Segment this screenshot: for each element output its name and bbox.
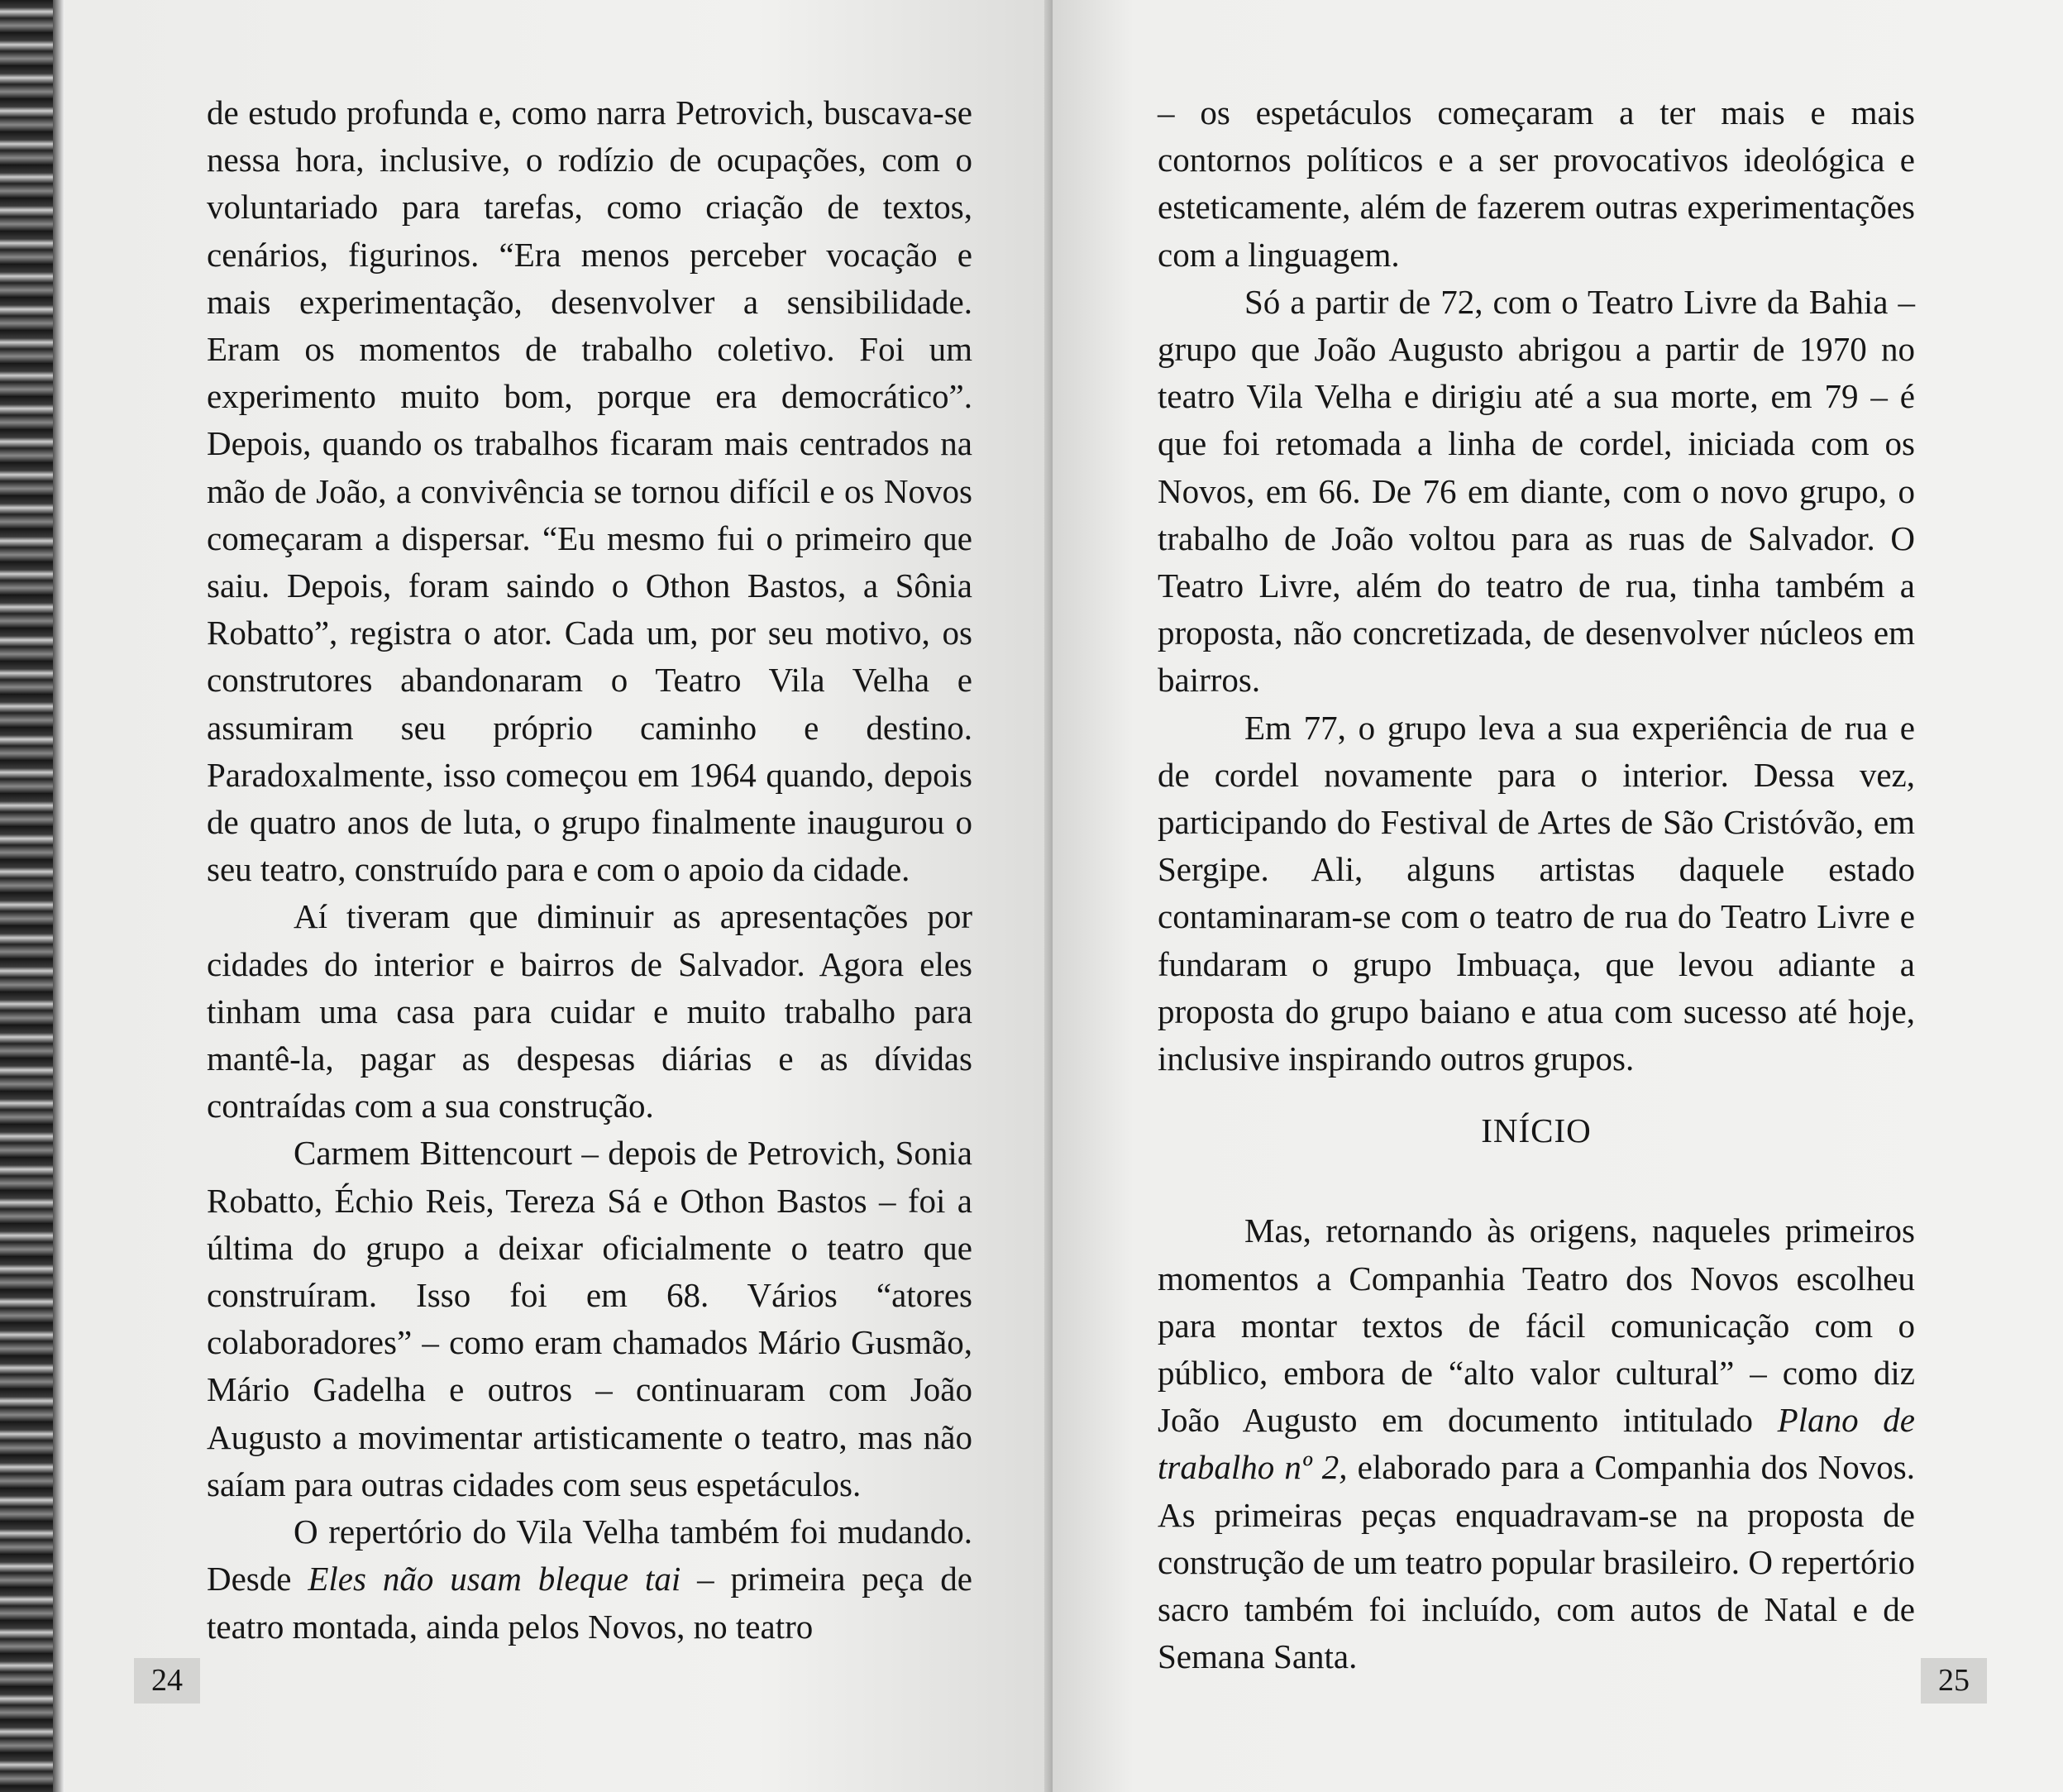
paragraph: Só a partir de 72, com o Teatro Livre da Bahia – grupo que João Augusto abrigou a partir de 1970 no teatro Vila Velha e dirigiu até a sua morte, em 79 – é que foi retomada a linha de cordel, iniciada com os Novos, em 66. De 76 em diante, com o novo grupo, o trabalho de João voltou para as ruas de Salvador. O Teatro Livre, além do teatro de rua, tinha também a proposta, não concretizada, de desenvolver núcleos em bairros. bbox=[1158, 282, 1915, 700]
right-page bbox=[1053, 0, 2063, 1792]
right-page-text bbox=[1158, 89, 1915, 1681]
document-title: Plano de trabalho nº 2, bbox=[1158, 1401, 1915, 1487]
page-number: 25 bbox=[1921, 1658, 1987, 1704]
paragraph: Carmem Bittencourt – depois de Petrovich, Sonia Robatto, Échio Reis, Tereza Sá e Othon Bastos – foi a última do grupo a deixar oficialmente o teatro que construíram. Isso foi em 68. Vários “atores colaboradores” – como eram chamados Mário Gusmão, Mário Gadelha e outros – continuaram com João Augusto a movimentar artisticamente o teatro, mas não saíam para outras cidades com seus espetáculos. bbox=[207, 1134, 972, 1503]
paragraph-text: O repertório do Vila Velha também foi mudando. Desde bbox=[207, 1512, 972, 1598]
left-page bbox=[64, 0, 1053, 1792]
binding-edge bbox=[0, 0, 64, 1792]
paragraph-text: elaborado para a Companhia dos Novos. As primeiras peças enquadravam-se na proposta de construção de um teatro popular brasileiro. O repertório sacro também foi incluído, com autos de Natal e de Semana Santa. bbox=[1158, 1448, 1915, 1676]
paragraph: Em 77, o grupo leva a sua experiência de rua e de cordel novamente para o interior. Dessa vez, participando do Festival de Artes de São Cristóvão, em Sergipe. Ali, alguns artistas daquele estado contaminaram-se com o teatro de rua do Teatro Livre e fundaram o grupo Imbuaça, que levou adiante a proposta do grupo baiano e atua com sucesso até hoje, inclusive inspirando outros grupos. bbox=[1158, 708, 1915, 1078]
section-heading: INÍCIO bbox=[1481, 1111, 1592, 1150]
paragraph bbox=[1158, 1207, 1915, 1680]
paragraph: – os espetáculos começaram a ter mais e mais contornos políticos e a ser provocativos ideológica e esteticamente, além de fazerem outras experimentações com a linguagem. bbox=[1158, 93, 1915, 274]
paragraph bbox=[207, 1508, 972, 1651]
left-page-text bbox=[207, 89, 972, 1651]
paragraph-text: – primeira peça de teatro montada, ainda pelos Novos, no teatro bbox=[207, 1560, 972, 1646]
paragraph: Aí tiveram que diminuir as apresentações por cidades do interior e bairros de Salvador. Agora eles tinham uma casa para cuidar e muito trabalho para mantê-la, pagar as despesas diárias e as dívidas contraídas com a sua construção. bbox=[207, 897, 972, 1125]
paragraph: de estudo profunda e, como narra Petrovich, buscava-se nessa hora, inclusive, o rodízio de ocupações, com o voluntariado para tarefas, como criação de textos, cenários, figurinos. “Era menos perceber vocação e mais experimentação, desenvolver a sensibilidade. Eram os momentos de trabalho coletivo. Foi um experimento muito bom, porque era democrático”. Depois, quando os trabalhos ficaram mais centrados na mão de João, a convivência se tornou difícil e os Novos começaram a dispersar. “Eu mesmo fui o primeiro que saiu. Depois, foram saindo o Othon Bastos, a Sônia Robatto”, registra o ator. Cada um, por seu motivo, os construtores abandonaram o Teatro Vila Velha e assumiram seu próprio caminho e destino. Paradoxalmente, isso começou em 1964 quando, depois de quatro anos de luta, o grupo finalmente inaugurou o seu teatro, construído para e com o apoio da cidade. bbox=[207, 93, 972, 889]
play-title: Eles não usam bleque tai bbox=[308, 1560, 681, 1598]
paragraph-text: Mas, retornando às origens, naqueles primeiros momentos a Companhia Teatro dos Novos escolheu para montar textos de fácil comunicação com o público, embora de “alto valor cultural” – como diz João Augusto em documento intitulado bbox=[1158, 1211, 1915, 1440]
page-number: 24 bbox=[134, 1658, 200, 1704]
